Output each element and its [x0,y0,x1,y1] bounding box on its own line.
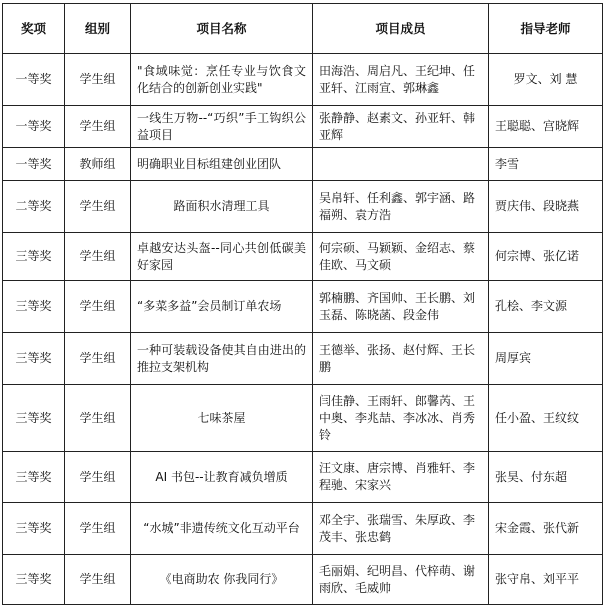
award-cell: 三等奖 [3,503,65,555]
project-members-cell: 汪文康、唐宗博、肖雅轩、李程驰、宋家兴 [313,452,489,503]
project-members-cell: 邓全宇、张瑞雪、朱厚政、李茂丰、张忠鹤 [313,503,489,555]
project-members-cell: 田海浩、周启凡、王纪坤、任亚轩、江雨宣、郭琳鑫 [313,54,489,106]
group-cell: 学生组 [65,555,131,605]
project-members-cell: 郭楠鹏、齐国帅、王长鹏、刘玉磊、陈晓菡、段金伟 [313,281,489,333]
project-title-cell: 一线生万物--“巧织”手工钩织公益项目 [131,106,313,148]
advisor-cell: 李雪 [489,148,603,181]
advisor-cell: 何宗博、张亿诺 [489,233,603,281]
project-members-cell: 王德举、张扬、赵付辉、王长鹏 [313,333,489,385]
table-row [3,503,603,555]
advisor-cell: 王聪聪、宫晓辉 [489,106,603,148]
table-header-row [3,4,603,54]
group-cell: 学生组 [65,54,131,106]
group-cell: 学生组 [65,452,131,503]
project-title-cell: 卓越安达头盔--同心共创低碳美好家园 [131,233,313,281]
table-row [3,452,603,503]
award-cell: 一等奖 [3,54,65,106]
table-row [3,148,603,181]
award-cell: 三等奖 [3,555,65,605]
advisor-cell: 贾庆伟、段晓燕 [489,181,603,233]
project-title-cell: 一种可装载设备使其自由进出的推拉支架机构 [131,333,313,385]
project-title-cell: 明确职业目标组建创业团队 [131,148,313,181]
group-cell: 学生组 [65,503,131,555]
group-cell: 学生组 [65,281,131,333]
group-cell: 学生组 [65,333,131,385]
award-cell: 三等奖 [3,385,65,452]
table-row [3,281,603,333]
award-cell: 三等奖 [3,233,65,281]
project-title-cell: 《电商助农 你我同行》 [131,555,313,605]
table-row [3,385,603,452]
project-members-cell: 闫佳静、王雨轩、郎馨芮、王中奥、李兆喆、李冰冰、肖秀铃 [313,385,489,452]
project-members-cell: 吴帛轩、任利鑫、郭宇涵、路福朔、袁方浩 [313,181,489,233]
project-members-cell [313,148,489,181]
project-title-cell: "食域味觉：烹任专业与饮食文化结合的创新创业实践" [131,54,313,106]
project-title-cell: “水城”非遗传统文化互动平台 [131,503,313,555]
advisor-cell: 周厚宾 [489,333,603,385]
table-row [3,54,603,106]
advisor-cell: 罗文、刘 慧 [489,54,603,106]
group-cell: 学生组 [65,181,131,233]
award-table [2,3,603,605]
table-row [3,181,603,233]
award-cell: 一等奖 [3,148,65,181]
header-award: 奖项 [3,4,65,54]
project-members-cell: 毛丽娟、纪明昌、代梓萌、谢雨欣、毛威帅 [313,555,489,605]
advisor-cell: 孔桧、李文源 [489,281,603,333]
group-cell: 学生组 [65,385,131,452]
table-row [3,233,603,281]
header-project-members: 项目成员 [313,4,489,54]
project-title-cell: 七味茶屋 [131,385,313,452]
project-title-cell: AI 书包--让教育减负增质 [131,452,313,503]
group-cell: 学生组 [65,233,131,281]
header-project-title: 项目名称 [131,4,313,54]
project-title-cell: 路面积水清理工具 [131,181,313,233]
award-cell: 三等奖 [3,452,65,503]
advisor-cell: 宋金霞、张代新 [489,503,603,555]
table-row [3,555,603,605]
group-cell: 学生组 [65,106,131,148]
award-cell: 三等奖 [3,333,65,385]
award-cell: 二等奖 [3,181,65,233]
table-row [3,333,603,385]
project-members-cell: 何宗硕、马颖颖、金绍志、蔡佳欧、马文硕 [313,233,489,281]
table-row [3,106,603,148]
advisor-cell: 张昊、付东超 [489,452,603,503]
header-group: 组别 [65,4,131,54]
award-cell: 一等奖 [3,106,65,148]
advisor-cell: 任小盈、王纹纹 [489,385,603,452]
project-members-cell: 张静静、赵素文、孙亚轩、韩亚辉 [313,106,489,148]
group-cell: 教师组 [65,148,131,181]
award-cell: 三等奖 [3,281,65,333]
advisor-cell: 张守帛、刘平平 [489,555,603,605]
header-advisor: 指导老师 [489,4,603,54]
project-title-cell: “多菜多益”会员制订单农场 [131,281,313,333]
